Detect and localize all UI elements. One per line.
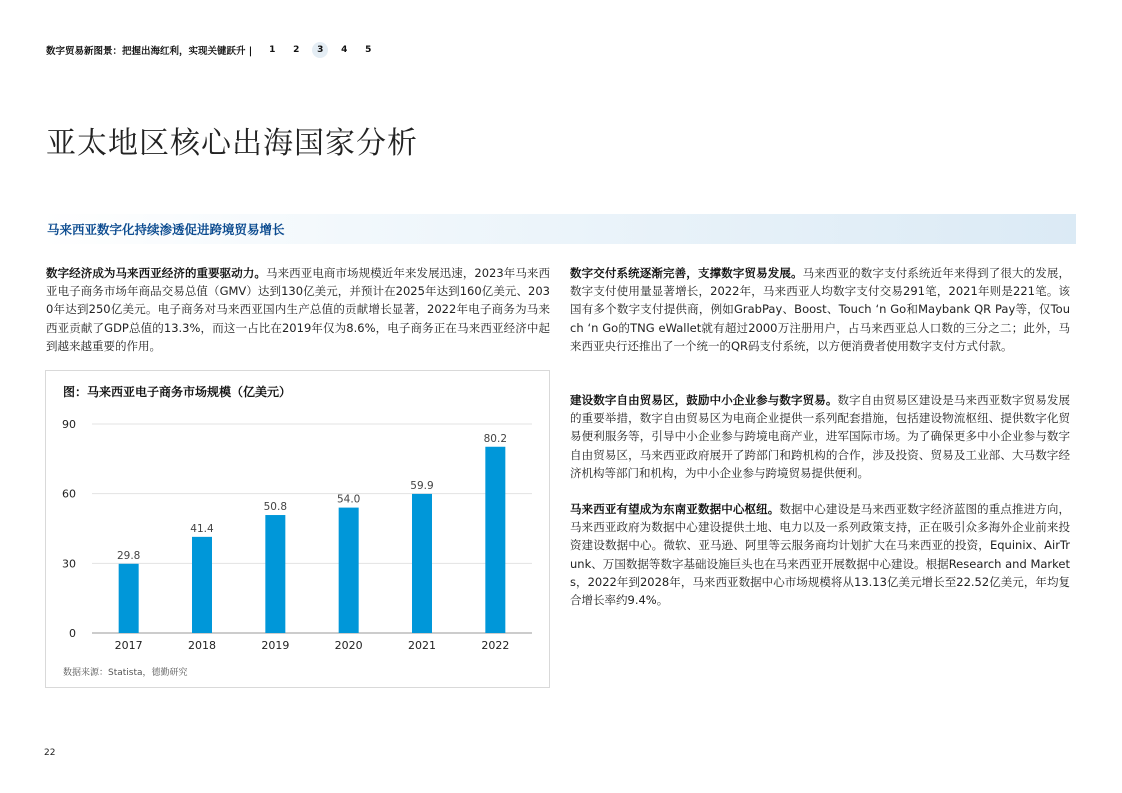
bar xyxy=(485,447,505,633)
bar xyxy=(119,564,139,633)
page-title: 亚太地区核心出海国家分析 xyxy=(46,126,418,161)
x-tick-label: 2020 xyxy=(334,639,363,652)
page-nav-1[interactable]: 1 xyxy=(269,45,276,55)
chart-title: 图：马来西亚电子商务市场规模（亿美元） xyxy=(63,385,292,399)
y-tick-label: 60 xyxy=(62,487,76,501)
page-number: 22 xyxy=(44,748,56,758)
chart-container xyxy=(45,370,550,688)
right-paragraph-1 xyxy=(570,264,1070,355)
x-tick-label: 2019 xyxy=(261,639,290,652)
right-paragraph-3-lead: 马来西亚有望成为东南亚数据中心枢纽。 xyxy=(570,502,780,516)
right-paragraph-2-lead: 建设数字自由贸易区，鼓励中小企业参与数字贸易。 xyxy=(570,393,838,407)
left-paragraph-1 xyxy=(46,264,550,355)
data-label: 41.4 xyxy=(190,522,214,535)
left-paragraph-1-body: 马来西亚电商市场规模近年来发展迅速，2023年马来西亚电子商务市场年商品交易总值（GMV）达到130亿美元，并预计在2025年达到160亿美元、2030年达到250亿美元。电子商务对马来西亚国内生产总值的贡献增长显著，2022年电子商务为马来西亚贡献了GDP总值的13.3%，而这一占比在2019年仅为8.6%，电子商务正在马来西亚经济中起到越来越重要的作用。 xyxy=(46,266,550,353)
bar xyxy=(412,494,432,633)
breadcrumb: 数字贸易新图景：把握出海红利，实现关键跃升 | xyxy=(46,46,253,57)
page-nav-4[interactable]: 4 xyxy=(341,45,348,55)
y-tick-label: 90 xyxy=(62,418,76,431)
right-paragraph-2-body: 数字自由贸易区建设是马来西亚数字贸易发展的重要举措，数字自由贸易区为电商企业提供一系列配套措施，包括建设物流枢纽、提供数字化贸易便利服务等，引导中小企业参与跨境电商产业，进军国际市场。为了确保更多中小企业参与数字自由贸易区，马来西亚政府展开了跨部门和跨机构的合作，涉及投资、贸易及工业部、大马数字经济机构等部门和机构，为中小企业参与跨境贸易提供便利。 xyxy=(570,393,1071,480)
bar-chart xyxy=(46,371,549,687)
page-nav-3-active[interactable]: 3 xyxy=(312,42,328,58)
page-nav-5[interactable]: 5 xyxy=(365,45,372,55)
x-tick-label: 2017 xyxy=(114,639,143,652)
right-paragraph-3-body: 数据中心建设是马来西亚数字经济蓝图的重点推进方向，马来西亚政府为数据中心建设提供土地、电力以及一系列政策支持，正在吸引众多海外企业前来投资建设数据中心。微软、亚马逊、阿里等云服务商均计划扩大在马来西亚的投资，Equinix、AirTrunk、万国数据等数字基础设施巨头也在马来西亚开展数据中心建设。根据Research and Markets，2022年到2028年，马来西亚数据中心市场规模将从13.13亿美元增长至22.52亿美元，年均复合增长率约9.4%。 xyxy=(570,502,1070,608)
data-label: 50.8 xyxy=(263,501,288,514)
y-tick-label: 0 xyxy=(69,627,76,640)
x-tick-label: 2018 xyxy=(188,639,216,652)
right-paragraph-3 xyxy=(570,500,1070,609)
bar xyxy=(339,508,359,633)
section-heading: 马来西亚数字化持续渗透促进跨境贸易增长 xyxy=(47,222,285,237)
page-nav-2[interactable]: 2 xyxy=(293,45,300,55)
bar xyxy=(265,515,285,633)
data-label: 29.8 xyxy=(116,549,141,562)
y-tick-label: 30 xyxy=(62,557,76,571)
right-paragraph-2 xyxy=(570,391,1070,482)
data-label: 54.0 xyxy=(336,493,361,506)
left-paragraph-1-lead: 数字经济成为马来西亚经济的重要驱动力。 xyxy=(46,266,266,280)
bar xyxy=(192,537,212,633)
x-tick-label: 2022 xyxy=(481,639,510,652)
top-bar xyxy=(46,42,384,58)
section-heading-banner xyxy=(40,214,1076,244)
chart-source: 数据来源：Statista，德勤研究 xyxy=(63,668,188,678)
x-tick-label: 2021 xyxy=(408,639,436,652)
page-nav xyxy=(264,42,384,58)
right-paragraph-1-lead: 数字交付系统逐渐完善，支撑数字贸易发展。 xyxy=(570,266,803,280)
data-label: 59.9 xyxy=(410,479,434,492)
right-paragraph-1-body: 马来西亚的数字支付系统近年来得到了很大的发展，数字支付使用量显著增长，2022年，马来西亚人均数字支付交易291笔，2021年则是221笔。该国有多个数字支付提供商，例如GrabPay、Boost、Touch ‘n Go和Maybank QR Pay等，仅Touch ‘n Go的TNG eWallet就有超过2000万注册用户，占马来西亚总人口数的三分之二；此外，马来西亚央行还推出了一个统一的QR码支付系统，以方便消费者使用数字支付方式付款。 xyxy=(570,266,1071,353)
data-label: 80.2 xyxy=(483,432,508,445)
